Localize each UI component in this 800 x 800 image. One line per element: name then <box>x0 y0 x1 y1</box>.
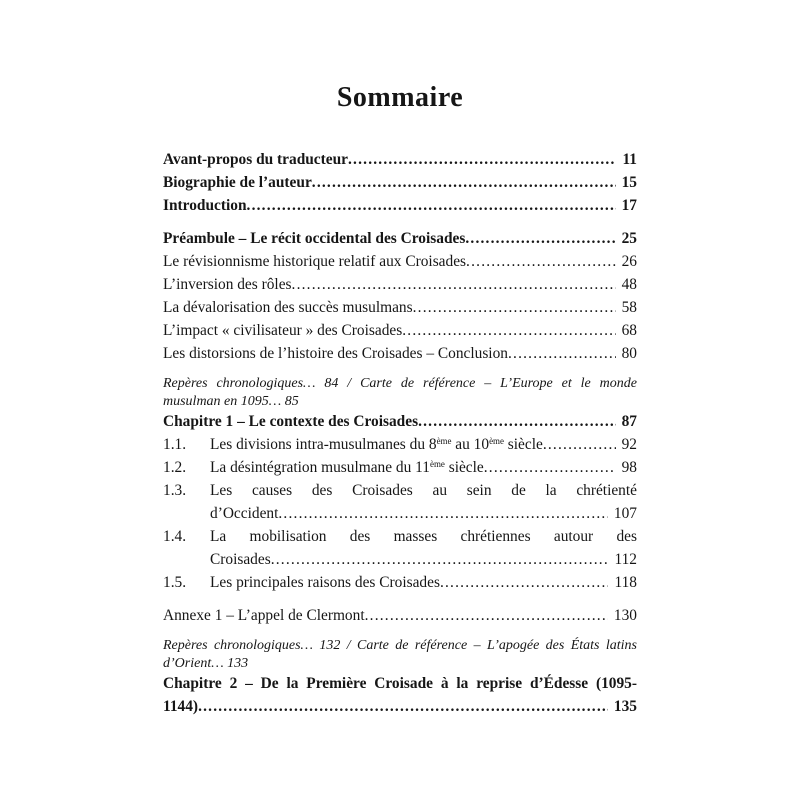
toc-entry <box>163 571 637 594</box>
entry-page-number: 118 <box>614 574 637 591</box>
label-text: Les divisions intra-musulmanes du 8 <box>210 436 437 453</box>
entry-label-line2: Croisades <box>210 551 271 568</box>
entry-label-line2: 1144) <box>163 698 199 715</box>
label-text: siècle <box>503 436 543 453</box>
entry-label: Introduction <box>163 197 247 214</box>
toc-entry <box>163 456 637 479</box>
label-text: siècle <box>444 459 484 476</box>
toc-entry <box>163 433 637 456</box>
dot-leader <box>247 194 616 217</box>
label-text: La désintégration musulmane du 11 <box>210 459 430 476</box>
superscript-text: ème <box>489 436 504 447</box>
toc-entry <box>163 227 637 250</box>
toc-entry <box>163 342 637 365</box>
dot-leader <box>466 250 616 273</box>
dot-leader <box>271 548 609 571</box>
dot-leader <box>465 227 615 250</box>
entry-number: 1.3. <box>163 482 187 499</box>
entry-label-line1: Les causes des Croisades au sein de la chrétienté <box>210 482 637 499</box>
entry-label: Les distorsions de l’histoire des Croisades – Conclusion <box>163 345 508 362</box>
interlude-line2: musulman en 1095… 85 <box>163 393 299 409</box>
entry-label: Avant-propos du traducteur <box>163 151 348 168</box>
entry-label-line1: Chapitre 2 – De la Première Croisade à la reprise d’Édesse (1095- <box>163 675 637 692</box>
toc-entry <box>163 672 637 718</box>
entry-label-line1: La mobilisation des masses chrétiennes autour des <box>210 528 637 545</box>
entry-number: 1.2. <box>163 459 187 476</box>
entry-number: 1.1. <box>163 436 187 453</box>
toc-entry <box>163 525 637 571</box>
dot-leader <box>418 410 616 433</box>
superscript-text: ème <box>429 459 445 470</box>
superscript-text: ème <box>436 436 452 447</box>
dot-leader <box>278 502 608 525</box>
interlude-line2: d’Orient… 133 <box>163 655 249 671</box>
toc-entry <box>163 410 637 433</box>
entry-page-number: 58 <box>621 299 637 316</box>
entry-page-number: 11 <box>622 151 637 168</box>
entry-page-number: 15 <box>621 174 637 191</box>
toc-entry <box>163 273 637 296</box>
entry-label: Biographie de l’auteur <box>163 174 312 191</box>
toc-entry <box>163 479 637 525</box>
entry-page-number: 25 <box>621 230 637 247</box>
label-text: Les principales raisons des Croisades <box>210 574 440 591</box>
entry-page-number: 87 <box>621 413 637 430</box>
dot-leader <box>292 273 616 296</box>
entry-label: Chapitre 1 – Le contexte des Croisades <box>163 413 419 430</box>
entry-page-number: 135 <box>613 698 637 715</box>
dot-leader <box>413 296 616 319</box>
spacer <box>163 365 637 375</box>
toc-entry <box>163 148 637 171</box>
toc-page <box>163 0 637 718</box>
spacer <box>163 627 637 637</box>
toc-list <box>163 148 637 718</box>
entry-page-number: 107 <box>613 505 637 522</box>
entry-label <box>210 456 484 479</box>
entry-last-line <box>210 548 637 571</box>
entry-page-number: 92 <box>621 436 637 453</box>
interlude-note <box>163 637 637 672</box>
entry-label <box>210 433 543 456</box>
entry-number: 1.4. <box>163 528 187 545</box>
toc-entry <box>163 296 637 319</box>
toc-entry <box>163 319 637 342</box>
entry-label-line2: d’Occident <box>210 505 279 522</box>
entry-page-number: 17 <box>621 197 637 214</box>
interlude-note <box>163 375 637 410</box>
entry-label: Le révisionnisme historique relatif aux Croisades <box>163 253 467 270</box>
entry-label: L’impact « civilisateur » des Croisades <box>163 322 403 339</box>
toc-entry <box>163 194 637 217</box>
spacer <box>163 217 637 227</box>
dot-leader <box>440 571 609 594</box>
entry-page-number: 26 <box>621 253 637 270</box>
dot-leader <box>365 604 608 627</box>
spacer <box>163 594 637 604</box>
entry-page-number: 68 <box>621 322 637 339</box>
page-title: Sommaire <box>336 82 464 113</box>
dot-leader <box>402 319 615 342</box>
entry-page-number: 112 <box>614 551 637 568</box>
toc-entry <box>163 250 637 273</box>
dot-leader <box>198 695 608 718</box>
entry-page-number: 98 <box>621 459 637 476</box>
toc-entry <box>163 171 637 194</box>
entry-last-line <box>163 695 637 718</box>
label-text: au 10 <box>451 436 490 453</box>
dot-leader <box>312 171 616 194</box>
entry-label: La dévalorisation des succès musulmans <box>163 299 413 316</box>
entry-page-number: 130 <box>613 607 637 624</box>
entry-number: 1.5. <box>163 574 187 591</box>
entry-page-number: 48 <box>621 276 637 293</box>
entry-label: Annexe 1 – L’appel de Clermont <box>163 607 365 624</box>
interlude-line1: Repères chronologiques… 132 / Carte de référence – L’apogée des États latins <box>163 638 637 653</box>
dot-leader <box>508 342 616 365</box>
entry-page-number: 80 <box>621 345 637 362</box>
entry-last-line <box>210 502 637 525</box>
dot-leader <box>484 456 616 479</box>
toc-entry <box>163 604 637 627</box>
entry-label: Préambule – Le récit occidental des Croisades <box>163 230 466 247</box>
interlude-line1: Repères chronologiques… 84 / Carte de référence – L’Europe et le monde <box>163 376 637 391</box>
entry-label <box>210 571 440 594</box>
dot-leader <box>543 433 616 456</box>
dot-leader <box>348 148 616 171</box>
entry-label: L’inversion des rôles <box>163 276 292 293</box>
